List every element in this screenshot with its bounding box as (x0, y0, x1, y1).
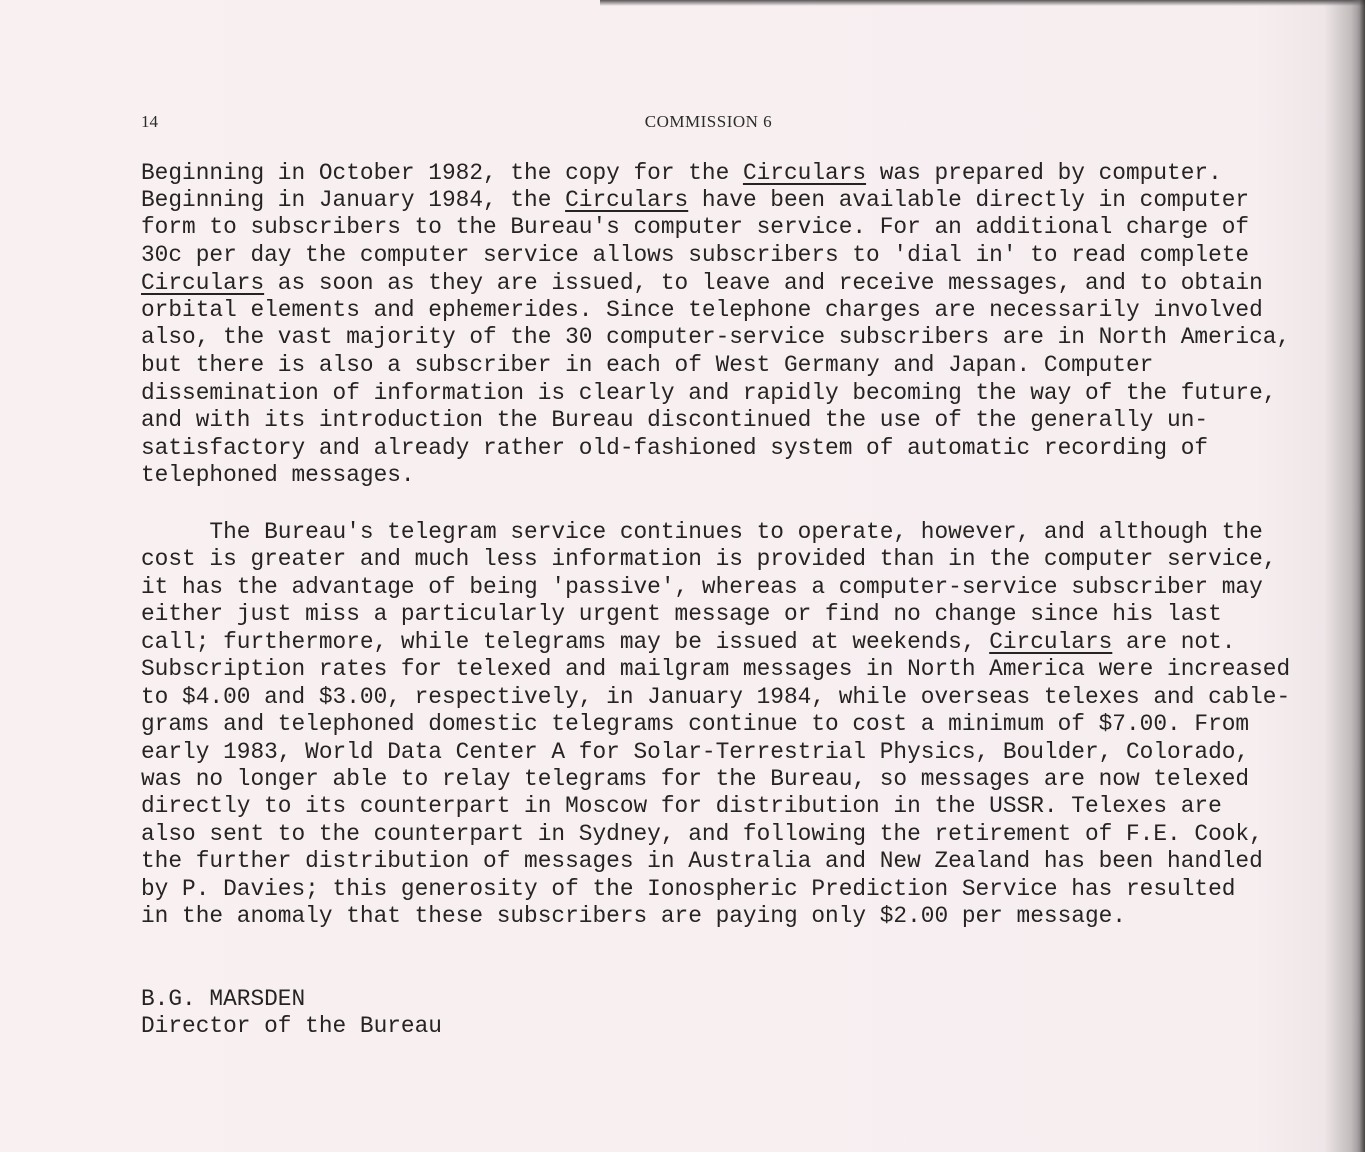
paragraph-2-line-15: in the anomaly that these subscribers are paying only $2.00 per message. (141, 903, 1126, 929)
circulars-title: Circulars (989, 629, 1113, 655)
paragraph-2-line-4: either just miss a particularly urgent message or find no change since his last (141, 601, 1222, 627)
section-title: COMMISSION 6 (644, 112, 773, 131)
paragraph-2-line-6: Subscription rates for telexed and mailgram messages in North America were increased (141, 656, 1291, 682)
paragraph-1-line-4: 30c per day the computer service allows subscribers to 'dial in' to read complete (141, 242, 1250, 268)
running-head (141, 112, 1266, 136)
paragraph-2-line-2: cost is greater and much less information is provided than in the computer service, (141, 546, 1277, 572)
scan-top-edge (600, 0, 1365, 6)
circulars-title: Circulars (742, 160, 867, 186)
paragraph-2-line-3: it has the advantage of being 'passive', whereas a computer-service subscriber may (141, 574, 1263, 600)
paragraph-2-line-13: the further distribution of messages in Australia and New Zealand has been handled (141, 848, 1263, 874)
paragraph-1-line-11: satisfactory and already rather old-fashioned system of automatic recording of (141, 435, 1209, 461)
circulars-title: Circulars (565, 187, 689, 213)
scan-right-edge (1351, 0, 1365, 1152)
paragraph-1-line-3: form to subscribers to the Bureau's computer service. For an additional charge of (141, 214, 1250, 240)
paragraph-1-line-1: Beginning in October 1982, the copy for the Circulars was prepared by computer. (141, 160, 1222, 186)
signature-name: B.G. MARSDEN (141, 986, 306, 1012)
paragraph-1-line-10: and with its introduction the Bureau discontinued the use of the generally un- (141, 407, 1209, 433)
paragraph-2-line-8: grams and telephoned domestic telegrams continue to cost a minimum of $7.00. From (141, 711, 1250, 737)
paragraph-2-line-14: by P. Davies; this generosity of the Ionospheric Prediction Service has resulted (141, 876, 1236, 902)
paragraph-1-line-6: orbital elements and ephemerides. Since telephone charges are necessarily involved (141, 297, 1263, 323)
paragraph-1-line-8: but there is also a subscriber in each of West Germany and Japan. Computer (141, 352, 1154, 378)
paragraph-2-line-1: The Bureau's telegram service continues to operate, however, and although the (141, 519, 1263, 545)
paragraph-2-line-5: call; furthermore, while telegrams may be issued at weekends, Circulars are not. (141, 629, 1236, 655)
paragraph-1-line-2: Beginning in January 1984, the Circulars have been available directly in computer (141, 187, 1250, 213)
paragraph-2-line-9: early 1983, World Data Center A for Solar-Terrestrial Physics, Boulder, Colorado, (141, 739, 1250, 765)
paragraph-2-line-7: to $4.00 and $3.00, respectively, in January 1984, while overseas telexes and cable- (141, 684, 1291, 710)
page-number: 14 (141, 112, 158, 131)
paragraph-2-line-10: was no longer able to relay telegrams for the Bureau, so messages are now telexed (141, 766, 1250, 792)
paragraph-1-line-9: dissemination of information is clearly and rapidly becoming the way of the future, (141, 380, 1277, 406)
paragraph-1-line-7: also, the vast majority of the 30 computer-service subscribers are in North America, (141, 324, 1291, 350)
circulars-title: Circulars (141, 270, 265, 296)
paragraph-1-line-12: telephoned messages. (141, 462, 415, 488)
paragraph-1-line-5: Circulars as soon as they are issued, to leave and receive messages, and to obtain (141, 270, 1263, 296)
signature-role: Director of the Bureau (141, 1013, 442, 1039)
paragraph-2-line-11: directly to its counterpart in Moscow for distribution in the USSR. Telexes are (141, 793, 1222, 819)
paragraph-2-line-12: also sent to the counterpart in Sydney, and following the retirement of F.E. Cook, (141, 821, 1263, 847)
